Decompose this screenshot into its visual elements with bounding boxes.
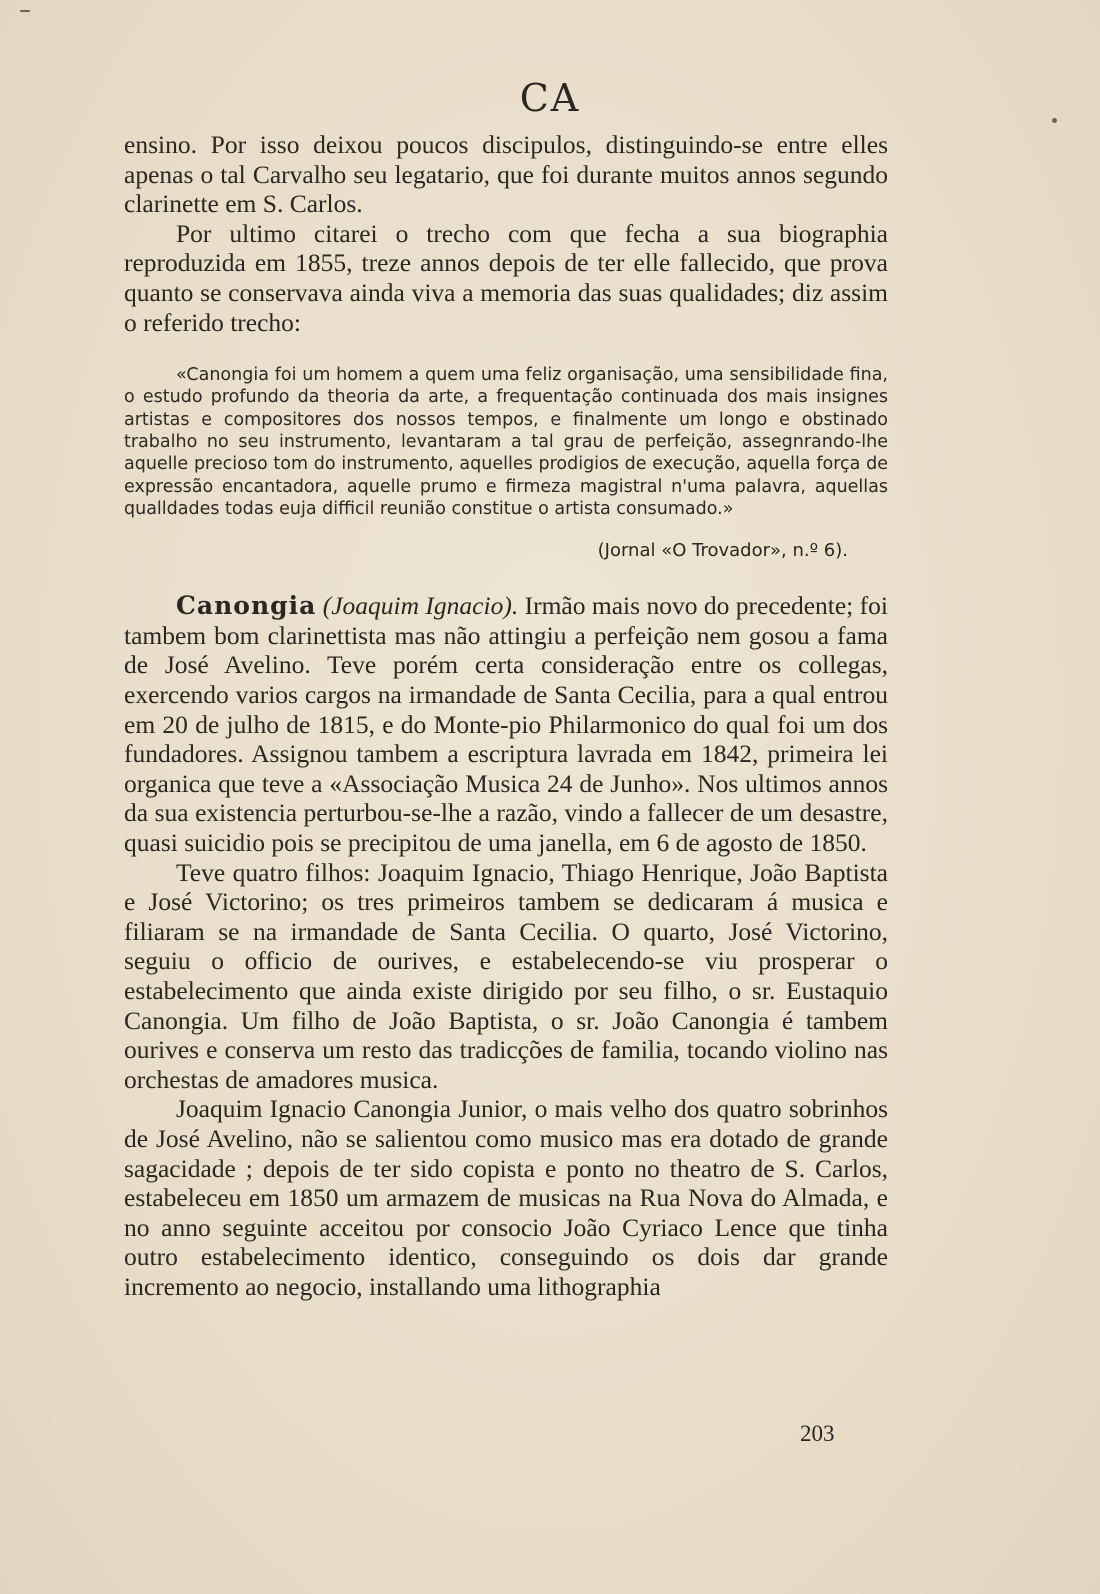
paragraph: ensino. Por isso deixou poucos discipulos, distinguindo-se entre elles apenas o tal Carvalho seu legatario, que foi durante muitos annos segundo clarinette em S. Carlos. bbox=[124, 130, 888, 219]
paragraph: Joaquim Ignacio Canongia Junior, o mais velho dos quatro sobrinhos de José Avelino, não se salientou como musico mas era dotado de grande sagacidade ; depois de ter sido copista e ponto no theatro de S. Carlos, estabeleceu em 1850 um armazem de musicas na Rua Nova do Almada, e no anno seguinte acceitou por consocio João Cyriaco Lence que tinha outro estabelecimento identico, conseguindo os dois dar grande incremento ao negocio, installando uma lithographia bbox=[124, 1094, 888, 1301]
citation: (Jornal «O Trovador», n.º 6). bbox=[597, 540, 848, 562]
entry-headword: Canongia bbox=[176, 591, 317, 621]
running-header: CA bbox=[519, 76, 581, 120]
entry-text: Irmão mais novo do precedente; foi tambem bom clarinettista mas não attingiu a perfeição nem gosou a fama de José Avelino. Teve porém certa consideração entre os collegas, exercendo varios cargos na irmandade de Santa Cecilia, para a qual entrou em 20 de julho de 1815, e do Monte-pio Philarmonico do qual foi um dos fundadores. Assignou tambem a escriptura lavrada em 1842, primeira lei organica que teve a «Associação Musica 24 de Junho». Nos ultimos annos da sua existencia perturbou-se-lhe a razão, vindo a fallecer de um desastre, quasi suicidio pois se precipitou de uma janella, em 6 de agosto de 1850. bbox=[124, 591, 888, 857]
entry-name: (Joaquim Ignacio). bbox=[322, 591, 519, 621]
ink-speck bbox=[20, 10, 30, 12]
dictionary-entry bbox=[124, 591, 888, 857]
page-content bbox=[124, 130, 888, 1301]
block-quote: «Canongia foi um homem a quem uma feliz organisação, uma sensibilidade fina, o estudo profundo da theoria da arte, a frequentação continuada dos mais insignes artistas e compositores dos nossos tempos, e finalmente um longo e obstinado trabalho no seu instrumento, levantaram a tal grau de perfeição, assegnrando-lhe aquelle precioso tom do instrumento, aquelles prodigios de execução, aquella força de expressão encantadora, aquelle prumo e firmeza magistral n'uma palavra, aquellas qualldades todas euja difficil reunião constitue o artista consumado.» bbox=[124, 365, 888, 519]
paragraph: Teve quatro filhos: Joaquim Ignacio, Thiago Henrique, João Baptista e José Victorino; os tres primeiros tambem se dedicaram á musica e filiaram se na irmandade de Santa Cecilia. O quarto, José Victorino, seguiu o officio de ourives, e estabelecendo-se viu prosperar o estabelecimento que ainda existe dirigido por seu filho, o sr. Eustaquio Canongia. Um filho de João Baptista, o sr. João Canongia é tambem ourives e conserva um resto das tradicções de familia, tocando violino nas orchestas de amadores musica. bbox=[124, 857, 888, 1094]
ink-speck bbox=[1052, 118, 1057, 123]
paragraph: Por ultimo citarei o trecho com que fecha a sua biographia reproduzida em 1855, treze annos depois de ter elle fallecido, que prova quanto se conservava ainda viva a memoria das suas qualidades; diz assim o referido trecho: bbox=[124, 218, 888, 337]
page-number: 203 bbox=[800, 1421, 835, 1446]
